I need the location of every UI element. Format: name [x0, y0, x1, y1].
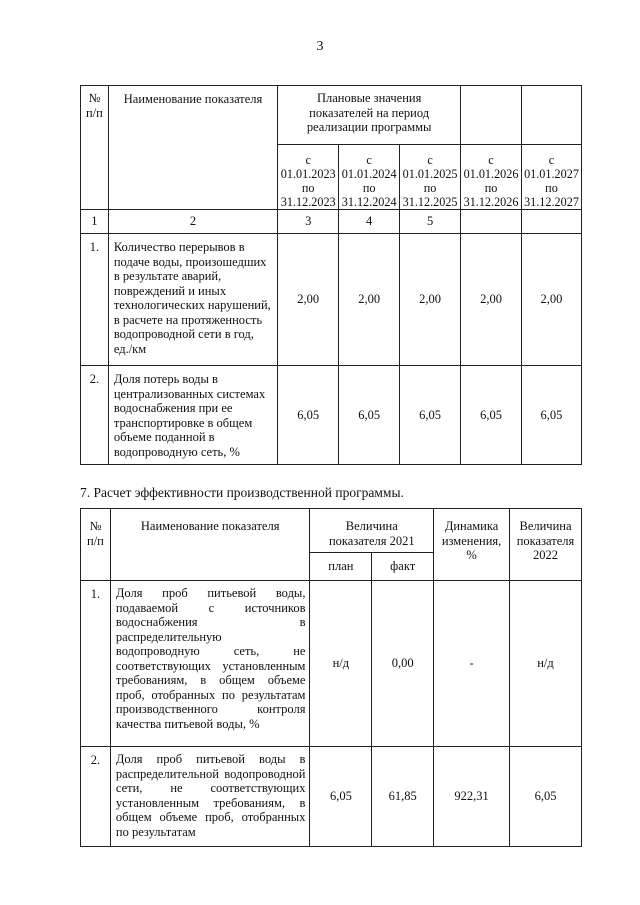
row-value: 6,05 — [521, 366, 581, 465]
row-value: 6,05 — [461, 366, 522, 465]
efficiency-table — [80, 508, 582, 847]
period-2024: с 01.01.2024 по 31.12.2024 — [339, 145, 400, 210]
row-num: 2. — [81, 747, 111, 847]
row-name: Доля проб питьевой воды, подаваемой с источников водоснабжения в распределительную водопроводную сеть, не соответствующих установленным требованиям, в общем объеме проб, отобранных по результатам производственного контроля качества питьевой воды, % — [110, 581, 310, 747]
empty-cell — [461, 210, 522, 234]
row-value: 6,05 — [400, 366, 461, 465]
table-row — [81, 581, 582, 747]
header-empty-cell — [521, 86, 581, 145]
row-dynamics: 922,31 — [434, 747, 510, 847]
header-empty-cell — [461, 86, 522, 145]
row-value: 2,00 — [339, 234, 400, 366]
row-name: Доля потерь воды в централизованных системах водоснабжения при ее транспортировке в общем объеме поданной в водопроводную сеть, % — [108, 366, 277, 465]
header-value-2021: Величина показателя 2021 — [310, 509, 434, 553]
row-name: Количество перерывов в подаче воды, произошедших в результате аварий, повреждений и иных технологических нарушений, в расчете на протяженность водопроводной сети в год, ед./км — [108, 234, 277, 366]
row-num: 1. — [81, 581, 111, 747]
table-row — [81, 747, 582, 847]
row-value: 2,00 — [521, 234, 581, 366]
row-value: 6,05 — [278, 366, 339, 465]
header-name: Наименование показателя — [110, 509, 310, 581]
header-plan: план — [310, 553, 372, 581]
header-num: № п/п — [81, 86, 109, 210]
row-fact: 61,85 — [372, 747, 434, 847]
planned-indicators-table — [80, 85, 582, 465]
row-fact: 0,00 — [372, 581, 434, 747]
header-value-2022: Величина показателя 2022 — [510, 509, 582, 581]
header-fact: факт — [372, 553, 434, 581]
header-name: Наименование показателя — [108, 86, 277, 210]
row-num: 2. — [81, 366, 109, 465]
col-number: 5 — [400, 210, 461, 234]
row-name: Доля проб питьевой воды в распределительной водопроводной сети, не соответствующих установленным требованиям, в общем объеме проб, отобранных по результатам — [110, 747, 310, 847]
row-plan: н/д — [310, 581, 372, 747]
period-2023: с 01.01.2023 по 31.12.2023 — [278, 145, 339, 210]
row-value-2022: н/д — [510, 581, 582, 747]
page-number: 3 — [316, 39, 324, 54]
row-value: 2,00 — [278, 234, 339, 366]
row-dynamics: - — [434, 581, 510, 747]
col-number: 2 — [108, 210, 277, 234]
period-2026: с 01.01.2026 по 31.12.2026 — [461, 145, 522, 210]
period-2027: с 01.01.2027 по 31.12.2027 — [521, 145, 581, 210]
table-row — [81, 366, 582, 465]
row-value: 6,05 — [339, 366, 400, 465]
col-number: 1 — [81, 210, 109, 234]
row-value: 2,00 — [400, 234, 461, 366]
period-2025: с 01.01.2025 по 31.12.2025 — [400, 145, 461, 210]
header-planned-values: Плановые значения показателей на период реализации программы — [278, 86, 461, 145]
col-number: 3 — [278, 210, 339, 234]
row-value-2022: 6,05 — [510, 747, 582, 847]
empty-cell — [521, 210, 581, 234]
header-dynamics: Динамика изменения, % — [434, 509, 510, 581]
table-row — [81, 234, 582, 366]
row-value: 2,00 — [461, 234, 522, 366]
header-num: № п/п — [81, 509, 111, 581]
col-number: 4 — [339, 210, 400, 234]
section-title: 7. Расчет эффективности производственной программы. — [80, 485, 404, 500]
row-num: 1. — [81, 234, 109, 366]
row-plan: 6,05 — [310, 747, 372, 847]
